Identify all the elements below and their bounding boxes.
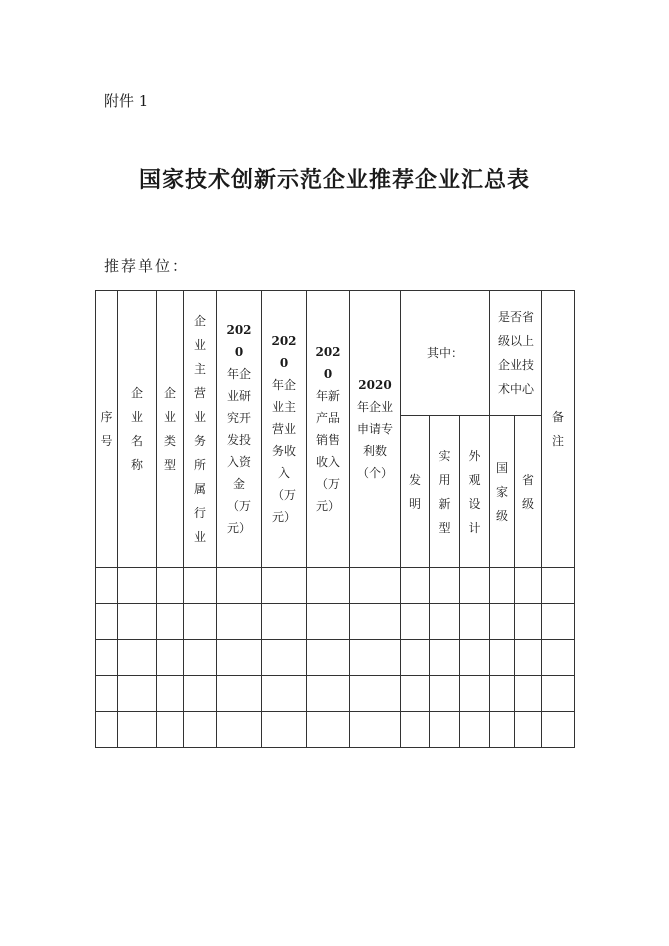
table-cell (401, 676, 430, 712)
summary-table (95, 290, 575, 748)
table-row (96, 568, 575, 604)
table-cell (490, 712, 515, 748)
attachment-label: 附件 1 (104, 92, 149, 110)
table-cell (262, 712, 307, 748)
header-row-1 (96, 291, 575, 416)
table-cell (430, 712, 460, 748)
table-cell (350, 604, 401, 640)
header-utility-model: 实用新型 (430, 416, 460, 568)
table-cell (217, 712, 262, 748)
table-cell (460, 604, 490, 640)
table-cell (401, 712, 430, 748)
table-cell (157, 604, 184, 640)
table-cell (307, 676, 350, 712)
table-cell (96, 712, 118, 748)
table-cell (307, 640, 350, 676)
table-cell (96, 640, 118, 676)
table-cell (96, 604, 118, 640)
table-cell (430, 640, 460, 676)
header-serial: 序号 (96, 291, 118, 568)
table-cell (118, 676, 157, 712)
document-title: 国家技术创新示范企业推荐企业汇总表 (138, 168, 530, 193)
table-cell (217, 640, 262, 676)
header-national-level: 国家级 (490, 416, 515, 568)
table-cell (262, 568, 307, 604)
table-cell (157, 568, 184, 604)
table-cell (490, 604, 515, 640)
table-cell (460, 568, 490, 604)
table-cell (96, 676, 118, 712)
table-cell (350, 676, 401, 712)
header-main-revenue: 2020 年企业主营业务收入 （万元） (262, 291, 307, 568)
table-cell (542, 712, 575, 748)
table-row (96, 640, 575, 676)
table-cell (542, 676, 575, 712)
header-company-name: 企业名称 (118, 291, 157, 568)
table-cell (96, 568, 118, 604)
table-cell (350, 712, 401, 748)
header-tech-center: 是否省 级以上 企业技 术中心 (490, 291, 542, 416)
table-cell (217, 676, 262, 712)
table-cell (350, 568, 401, 604)
header-company-type: 企业类型 (157, 291, 184, 568)
table-cell (542, 640, 575, 676)
table-cell (430, 568, 460, 604)
table-cell (118, 568, 157, 604)
header-invention: 发明 (401, 416, 430, 568)
table-cell (307, 604, 350, 640)
table-cell (430, 676, 460, 712)
table-cell (217, 604, 262, 640)
table-cell (184, 676, 217, 712)
header-patent-count: 2020 年企业申请专利数 （个） (350, 291, 401, 568)
table-cell (490, 568, 515, 604)
table-cell (515, 640, 542, 676)
table-cell (401, 640, 430, 676)
header-industry: 企业主营业务所属行业 (184, 291, 217, 568)
table-cell (515, 568, 542, 604)
table-cell (350, 640, 401, 676)
table-cell (307, 712, 350, 748)
table-cell (118, 604, 157, 640)
table-cell (401, 568, 430, 604)
table-cell (401, 604, 430, 640)
table-cell (542, 604, 575, 640)
table-cell (184, 568, 217, 604)
table-cell (542, 568, 575, 604)
header-among: 其中： (401, 291, 490, 416)
table-cell (515, 676, 542, 712)
table-cell (307, 568, 350, 604)
header-new-product-sales: 2020 年新产品销售收入 （万元） (307, 291, 350, 568)
table-cell (262, 604, 307, 640)
table-cell (184, 604, 217, 640)
table-row (96, 676, 575, 712)
table-row (96, 604, 575, 640)
table-cell (184, 712, 217, 748)
table-row (96, 712, 575, 748)
table-cell (118, 640, 157, 676)
header-provincial-level: 省级 (515, 416, 542, 568)
table-cell (490, 676, 515, 712)
table-cell (157, 640, 184, 676)
header-design: 外观设计 (460, 416, 490, 568)
header-remarks: 备注 (542, 291, 575, 568)
table-cell (217, 568, 262, 604)
table-cell (262, 676, 307, 712)
table-cell (515, 604, 542, 640)
table-cell (157, 712, 184, 748)
table-cell (460, 712, 490, 748)
table-cell (430, 604, 460, 640)
table-cell (118, 712, 157, 748)
table-cell (490, 640, 515, 676)
header-rd-investment: 2020 年企业研究开发投入资金 （万元） (217, 291, 262, 568)
table-cell (184, 640, 217, 676)
table-cell (262, 640, 307, 676)
recommending-unit-label: 推荐单位： (104, 257, 190, 275)
table-cell (460, 676, 490, 712)
table-cell (157, 676, 184, 712)
table-cell (515, 712, 542, 748)
table-cell (460, 640, 490, 676)
